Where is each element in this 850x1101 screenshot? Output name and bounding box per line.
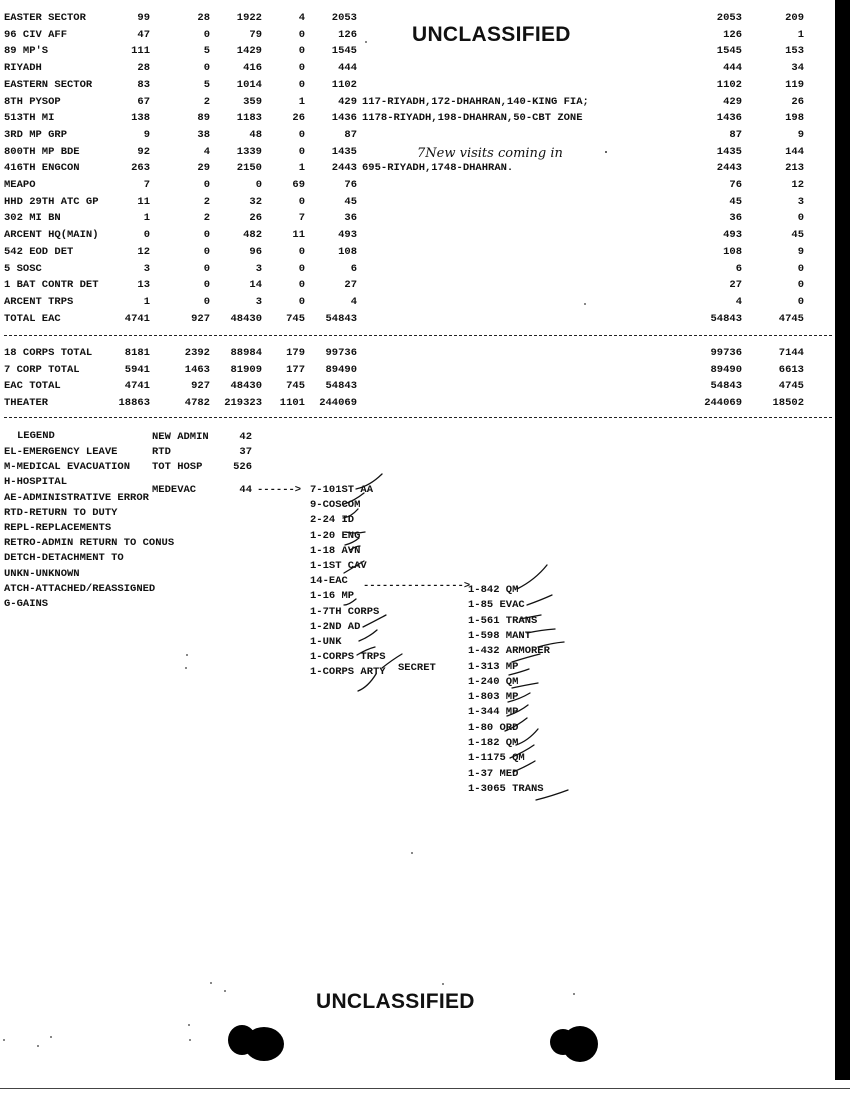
location-remark: 1178-RIYADH,198-DHAHRAN,50-CBT ZONE xyxy=(362,112,583,125)
table-cell: 76 xyxy=(344,179,357,191)
unit-name: 513TH MI xyxy=(4,112,55,125)
check-mark xyxy=(536,790,568,800)
admin-value: 44 xyxy=(239,484,252,496)
check-mark xyxy=(344,493,364,504)
check-mark xyxy=(509,669,529,675)
legend-item: UNKN-UNKNOWN xyxy=(4,567,80,580)
unit-name: HHD 29TH ATC GP xyxy=(4,195,99,208)
table-cell: 26 xyxy=(791,95,804,108)
eac-arrow: ----------------> xyxy=(363,580,471,592)
medevac-unit: 1-7TH CORPS xyxy=(310,605,380,618)
table-cell: 13 xyxy=(137,279,150,292)
table-cell: 14 xyxy=(249,279,262,292)
medevac-unit: 14-EAC xyxy=(310,575,348,588)
medevac-unit: 1-37 MED xyxy=(468,767,519,780)
table-cell: 47 xyxy=(137,28,150,41)
table-cell: 263 xyxy=(131,162,150,175)
unit-name: RIYADH xyxy=(4,62,42,75)
punch-hole xyxy=(562,1026,598,1062)
admin-value: 37 xyxy=(239,446,252,458)
table-cell: 29 xyxy=(197,162,210,175)
table-cell: 0 xyxy=(298,245,305,258)
medevac-unit: 7-101ST AA xyxy=(310,484,374,496)
table-cell: 0 xyxy=(203,245,210,258)
check-mark xyxy=(513,761,535,772)
unit-name: EASTER SECTOR xyxy=(4,12,86,24)
check-mark xyxy=(512,683,538,688)
table-cell: 89 xyxy=(197,112,210,125)
table-cell: 0 xyxy=(143,229,150,242)
check-mark xyxy=(363,615,386,627)
table-cell: 0 xyxy=(203,28,210,41)
check-mark xyxy=(538,642,564,647)
table-cell: 0 xyxy=(298,78,305,91)
table-cell: 26 xyxy=(249,212,262,225)
legend-item: G-GAINS xyxy=(4,598,49,610)
table-cell: 76 xyxy=(729,179,742,191)
table-cell: 0 xyxy=(203,279,210,292)
check-mark xyxy=(345,532,365,533)
table-cell: 219323 xyxy=(224,397,262,410)
table-cell: 34 xyxy=(791,62,804,75)
table-cell: 359 xyxy=(243,95,262,108)
table-cell: 3 xyxy=(255,295,262,308)
table-cell: 138 xyxy=(131,112,150,125)
check-mark xyxy=(516,729,538,745)
unit-name: 416TH ENGCON xyxy=(4,162,80,175)
table-cell: 26 xyxy=(292,112,305,125)
table-cell: 96 xyxy=(249,245,262,258)
admin-value: 526 xyxy=(233,461,252,473)
admin-label: TOT HOSP xyxy=(152,461,203,473)
table-cell: 2 xyxy=(203,95,210,108)
medevac-unit: 1-CORPS ARTY xyxy=(310,666,386,679)
table-cell: 99736 xyxy=(710,347,742,359)
unit-name: EASTERN SECTOR xyxy=(4,78,93,91)
medevac-unit: 1-1175 QM xyxy=(468,752,525,765)
medevac-unit: 1-UNK xyxy=(310,636,342,648)
medevac-unit: 1-344 MP xyxy=(468,706,519,719)
table-cell: 0 xyxy=(203,179,210,191)
scan-edge-shadow xyxy=(835,0,850,1080)
table-cell: 7 xyxy=(143,179,150,191)
table-cell: 0 xyxy=(797,279,804,292)
check-mark xyxy=(527,629,555,633)
table-cell: 4 xyxy=(350,295,357,308)
table-cell: 745 xyxy=(286,312,305,325)
table-cell: 69 xyxy=(292,179,305,191)
table-cell: 0 xyxy=(298,262,305,275)
table-cell: 429 xyxy=(338,95,357,108)
table-cell: 153 xyxy=(785,45,804,58)
table-cell: 1102 xyxy=(331,78,357,91)
medevac-unit: 1-20 ENG xyxy=(310,529,361,542)
classification-banner-top: UNCLASSIFIED xyxy=(412,23,571,46)
medevac-unit: 9-COSCOM xyxy=(310,499,361,512)
table-cell: 11 xyxy=(292,229,305,242)
table-cell: 4 xyxy=(735,295,742,308)
check-mark xyxy=(344,599,356,605)
table-cell: 0 xyxy=(298,295,305,308)
scan-bottom-edge xyxy=(0,1088,850,1089)
table-cell: 2053 xyxy=(331,12,357,24)
table-cell: 12 xyxy=(137,245,150,258)
table-cell: 0 xyxy=(255,179,262,191)
table-cell: 89490 xyxy=(325,363,357,376)
table-cell: 28 xyxy=(137,62,150,75)
table-cell: 0 xyxy=(797,212,804,225)
table-cell: 2443 xyxy=(716,162,742,175)
table-cell: 108 xyxy=(338,245,357,258)
table-cell: 99736 xyxy=(325,347,357,359)
table-cell: 1014 xyxy=(236,78,262,91)
location-remark: 695-RIYADH,1748-DHAHRAN. xyxy=(362,162,514,175)
table-cell: 493 xyxy=(723,229,742,242)
unit-name: 302 MI BN xyxy=(4,212,61,225)
table-cell: 179 xyxy=(286,347,305,359)
table-cell: 927 xyxy=(191,312,210,325)
check-mark xyxy=(520,615,541,619)
table-cell: 1922 xyxy=(236,12,262,24)
unit-name: ARCENT TRPS xyxy=(4,295,74,308)
table-cell: 27 xyxy=(729,279,742,292)
table-cell: 2443 xyxy=(331,162,357,175)
legend-item: H-HOSPITAL xyxy=(4,476,68,489)
table-cell: 11 xyxy=(137,195,150,208)
table-cell: 54843 xyxy=(325,312,357,325)
check-mark xyxy=(345,538,360,550)
medevac-unit: 1-598 MANT xyxy=(468,629,532,642)
medevac-unit: 1-80 ORD xyxy=(468,721,519,734)
table-cell: 493 xyxy=(338,229,357,242)
medevac-unit: 2-24 ID xyxy=(310,514,355,527)
table-cell: 444 xyxy=(338,62,357,75)
table-cell: 4745 xyxy=(778,312,804,325)
medevac-unit: 1-18 AVN xyxy=(310,544,361,557)
table-cell: 244069 xyxy=(704,397,742,410)
table-cell: 2 xyxy=(203,212,210,225)
table-cell: 144 xyxy=(785,145,804,158)
check-mark xyxy=(343,509,358,518)
table-cell: 444 xyxy=(723,62,742,75)
table-cell: 0 xyxy=(797,262,804,275)
table-cell: 18502 xyxy=(772,397,804,410)
check-mark xyxy=(507,705,528,716)
unit-name: 8TH PYSOP xyxy=(4,95,61,108)
table-cell: 45 xyxy=(729,195,742,208)
table-cell: 111 xyxy=(131,45,150,58)
medevac-unit: 1-2ND AD xyxy=(310,620,361,633)
table-cell: 1339 xyxy=(236,145,262,158)
table-cell: 177 xyxy=(286,363,305,376)
table-cell: 45 xyxy=(344,195,357,208)
admin-label: MEDEVAC xyxy=(152,484,197,496)
table-cell: 54843 xyxy=(710,380,742,393)
medevac-unit: 1-85 EVAC xyxy=(468,599,525,612)
total-label: EAC TOTAL xyxy=(4,380,61,393)
table-cell: 1102 xyxy=(716,78,742,91)
table-cell: 38 xyxy=(197,128,210,141)
table-cell: 1 xyxy=(298,162,305,175)
table-cell: 1436 xyxy=(331,112,357,125)
table-cell: 1 xyxy=(143,295,150,308)
table-cell: 1429 xyxy=(236,45,262,58)
table-cell: 1436 xyxy=(716,112,742,125)
table-cell: 5941 xyxy=(124,363,150,376)
total-label: 7 CORP TOTAL xyxy=(4,363,80,376)
table-cell: 244069 xyxy=(319,397,357,410)
table-cell: 745 xyxy=(286,380,305,393)
table-cell: 7144 xyxy=(778,347,804,359)
location-remark: 117-RIYADH,172-DHAHRAN,140-KING FIA; xyxy=(362,95,589,108)
table-cell: 18863 xyxy=(118,397,150,410)
table-cell: 0 xyxy=(203,262,210,275)
unit-name: 5 SOSC xyxy=(4,262,42,275)
unit-name: MEAPO xyxy=(4,179,36,191)
medevac-unit: 1-16 MP xyxy=(310,590,355,603)
table-cell: 48430 xyxy=(230,312,262,325)
table-cell: 4 xyxy=(203,145,210,158)
check-mark xyxy=(357,647,375,655)
medevac-unit: 1-240 QM xyxy=(468,675,519,688)
table-cell: 1435 xyxy=(716,145,742,158)
table-cell: 4782 xyxy=(184,397,210,410)
table-cell: 6613 xyxy=(778,363,804,376)
speckle-dots xyxy=(3,41,607,1047)
unit-name: 1 BAT CONTR DET xyxy=(4,279,99,292)
table-cell: 1101 xyxy=(279,397,305,410)
table-cell: 5 xyxy=(203,78,210,91)
check-mark xyxy=(382,654,402,668)
legend-item: RTD-RETURN TO DUTY xyxy=(4,506,118,519)
table-cell: 32 xyxy=(249,195,262,208)
table-cell: 6 xyxy=(350,262,357,275)
admin-label: NEW ADMIN xyxy=(152,431,209,443)
legend-item: ATCH-ATTACHED/REASSIGNED xyxy=(4,582,156,595)
table-cell: 126 xyxy=(338,28,357,41)
admin-label: RTD xyxy=(152,446,171,458)
table-cell: 1463 xyxy=(184,363,210,376)
table-cell: 2150 xyxy=(236,162,262,175)
table-cell: 5 xyxy=(203,45,210,58)
medevac-unit: 1-182 QM xyxy=(468,737,519,749)
legend-item: M-MEDICAL EVACUATION xyxy=(4,461,131,474)
unit-name: 3RD MP GRP xyxy=(4,128,68,141)
table-cell: 48 xyxy=(249,128,262,141)
table-cell: 99 xyxy=(137,12,150,24)
medevac-unit: 1-CORPS TRPS xyxy=(310,651,386,664)
table-cell: 12 xyxy=(791,179,804,191)
check-mark xyxy=(508,693,530,702)
table-cell: 1 xyxy=(797,28,804,41)
medevac-unit: 1-803 MP xyxy=(468,691,519,704)
table-cell: 1 xyxy=(143,212,150,225)
table-cell: 1435 xyxy=(331,145,357,158)
table-cell: 9 xyxy=(143,128,150,141)
table-cell: 0 xyxy=(298,145,305,158)
total-label: THEATER xyxy=(4,397,49,410)
table-cell: 88984 xyxy=(230,347,262,359)
medevac-arrow: ------> xyxy=(257,484,302,496)
unit-name: ARCENT HQ(MAIN) xyxy=(4,229,99,242)
table-cell: 2 xyxy=(203,195,210,208)
table-cell: 81909 xyxy=(230,363,262,376)
table-cell: 482 xyxy=(243,229,262,242)
table-cell: 108 xyxy=(723,245,742,258)
table-cell: 126 xyxy=(723,28,742,41)
legend-item: AE-ADMINISTRATIVE ERROR xyxy=(4,491,149,504)
table-cell: 27 xyxy=(344,279,357,292)
table-cell: 89490 xyxy=(710,363,742,376)
table-cell: 83 xyxy=(137,78,150,91)
check-mark xyxy=(344,561,364,573)
check-mark xyxy=(510,745,534,758)
table-cell: 45 xyxy=(791,229,804,242)
unit-name: TOTAL EAC xyxy=(4,312,61,325)
table-cell: 1 xyxy=(298,95,305,108)
table-cell: 54843 xyxy=(325,380,357,393)
table-cell: 48430 xyxy=(230,380,262,393)
medevac-unit: 1-313 MP xyxy=(468,660,519,673)
medevac-unit: 1-561 TRANS xyxy=(468,614,538,627)
admin-value: 42 xyxy=(239,431,252,443)
legend-item: RETRO-ADMIN RETURN TO CONUS xyxy=(4,537,175,550)
table-cell: 3 xyxy=(797,195,804,208)
table-cell: 0 xyxy=(203,295,210,308)
legend-title: LEGEND xyxy=(17,430,55,442)
table-cell: 0 xyxy=(298,128,305,141)
table-cell: 6 xyxy=(735,262,742,275)
table-cell: 2053 xyxy=(716,12,742,24)
classification-banner-bottom: UNCLASSIFIED xyxy=(316,990,475,1013)
table-cell: 36 xyxy=(729,212,742,225)
table-cell: 0 xyxy=(298,28,305,41)
unit-name: 89 MP'S xyxy=(4,45,49,58)
check-mark xyxy=(512,654,540,662)
medevac-unit: 1-842 QM xyxy=(468,584,519,596)
table-cell: 8181 xyxy=(124,347,150,359)
table-cell: 28 xyxy=(197,12,210,24)
total-label: 18 CORPS TOTAL xyxy=(4,347,93,359)
handwritten-note: 7New visits coming in xyxy=(417,146,563,161)
secret-mark: SECRET xyxy=(398,662,436,674)
table-cell: 87 xyxy=(729,128,742,141)
table-cell: 67 xyxy=(137,95,150,108)
table-cell: 0 xyxy=(203,229,210,242)
table-cell: 0 xyxy=(298,195,305,208)
check-mark xyxy=(356,474,382,489)
check-mark xyxy=(517,565,547,589)
table-cell: 1183 xyxy=(236,112,262,125)
unit-name: 96 CIV AFF xyxy=(4,28,68,41)
table-cell: 119 xyxy=(785,78,804,91)
table-cell: 429 xyxy=(723,95,742,108)
table-cell: 927 xyxy=(191,380,210,393)
legend-item: DETCH-DETACHMENT TO xyxy=(4,552,124,565)
table-cell: 4741 xyxy=(124,312,150,325)
check-mark xyxy=(527,595,552,605)
table-cell: 4741 xyxy=(124,380,150,393)
punch-hole xyxy=(244,1027,284,1061)
table-cell: 213 xyxy=(785,162,804,175)
table-cell: 79 xyxy=(249,28,262,41)
table-cell: 4 xyxy=(298,12,305,24)
unit-name: 800TH MP BDE xyxy=(4,145,80,158)
medevac-unit: 1-432 ARMORER xyxy=(468,645,550,658)
table-cell: 3 xyxy=(143,262,150,275)
table-cell: 0 xyxy=(298,45,305,58)
table-cell: 7 xyxy=(298,212,305,225)
check-mark xyxy=(358,674,376,691)
table-cell: 0 xyxy=(298,279,305,292)
table-cell: 87 xyxy=(344,128,357,141)
table-cell: 209 xyxy=(785,12,804,24)
table-cell: 1545 xyxy=(331,45,357,58)
table-cell: 92 xyxy=(137,145,150,158)
table-cell: 0 xyxy=(797,295,804,308)
table-cell: 416 xyxy=(243,62,262,75)
table-cell: 3 xyxy=(255,262,262,275)
check-mark xyxy=(359,630,377,641)
table-cell: 0 xyxy=(203,62,210,75)
unit-name: 542 EOD DET xyxy=(4,245,74,258)
check-mark xyxy=(505,718,527,731)
legend-item: EL-EMERGENCY LEAVE xyxy=(4,446,118,458)
medevac-unit: 1-1ST CAV xyxy=(310,560,367,572)
table-cell: 1545 xyxy=(716,45,742,58)
table-cell: 2392 xyxy=(184,347,210,359)
table-cell: 9 xyxy=(797,128,804,141)
table-cell: 198 xyxy=(785,112,804,125)
table-cell: 9 xyxy=(797,245,804,258)
table-cell: 4745 xyxy=(778,380,804,393)
legend-item: REPL-REPLACEMENTS xyxy=(4,522,112,534)
table-cell: 54843 xyxy=(710,312,742,325)
medevac-unit: 1-3065 TRANS xyxy=(468,782,544,795)
table-cell: 36 xyxy=(344,212,357,225)
table-cell: 0 xyxy=(298,62,305,75)
